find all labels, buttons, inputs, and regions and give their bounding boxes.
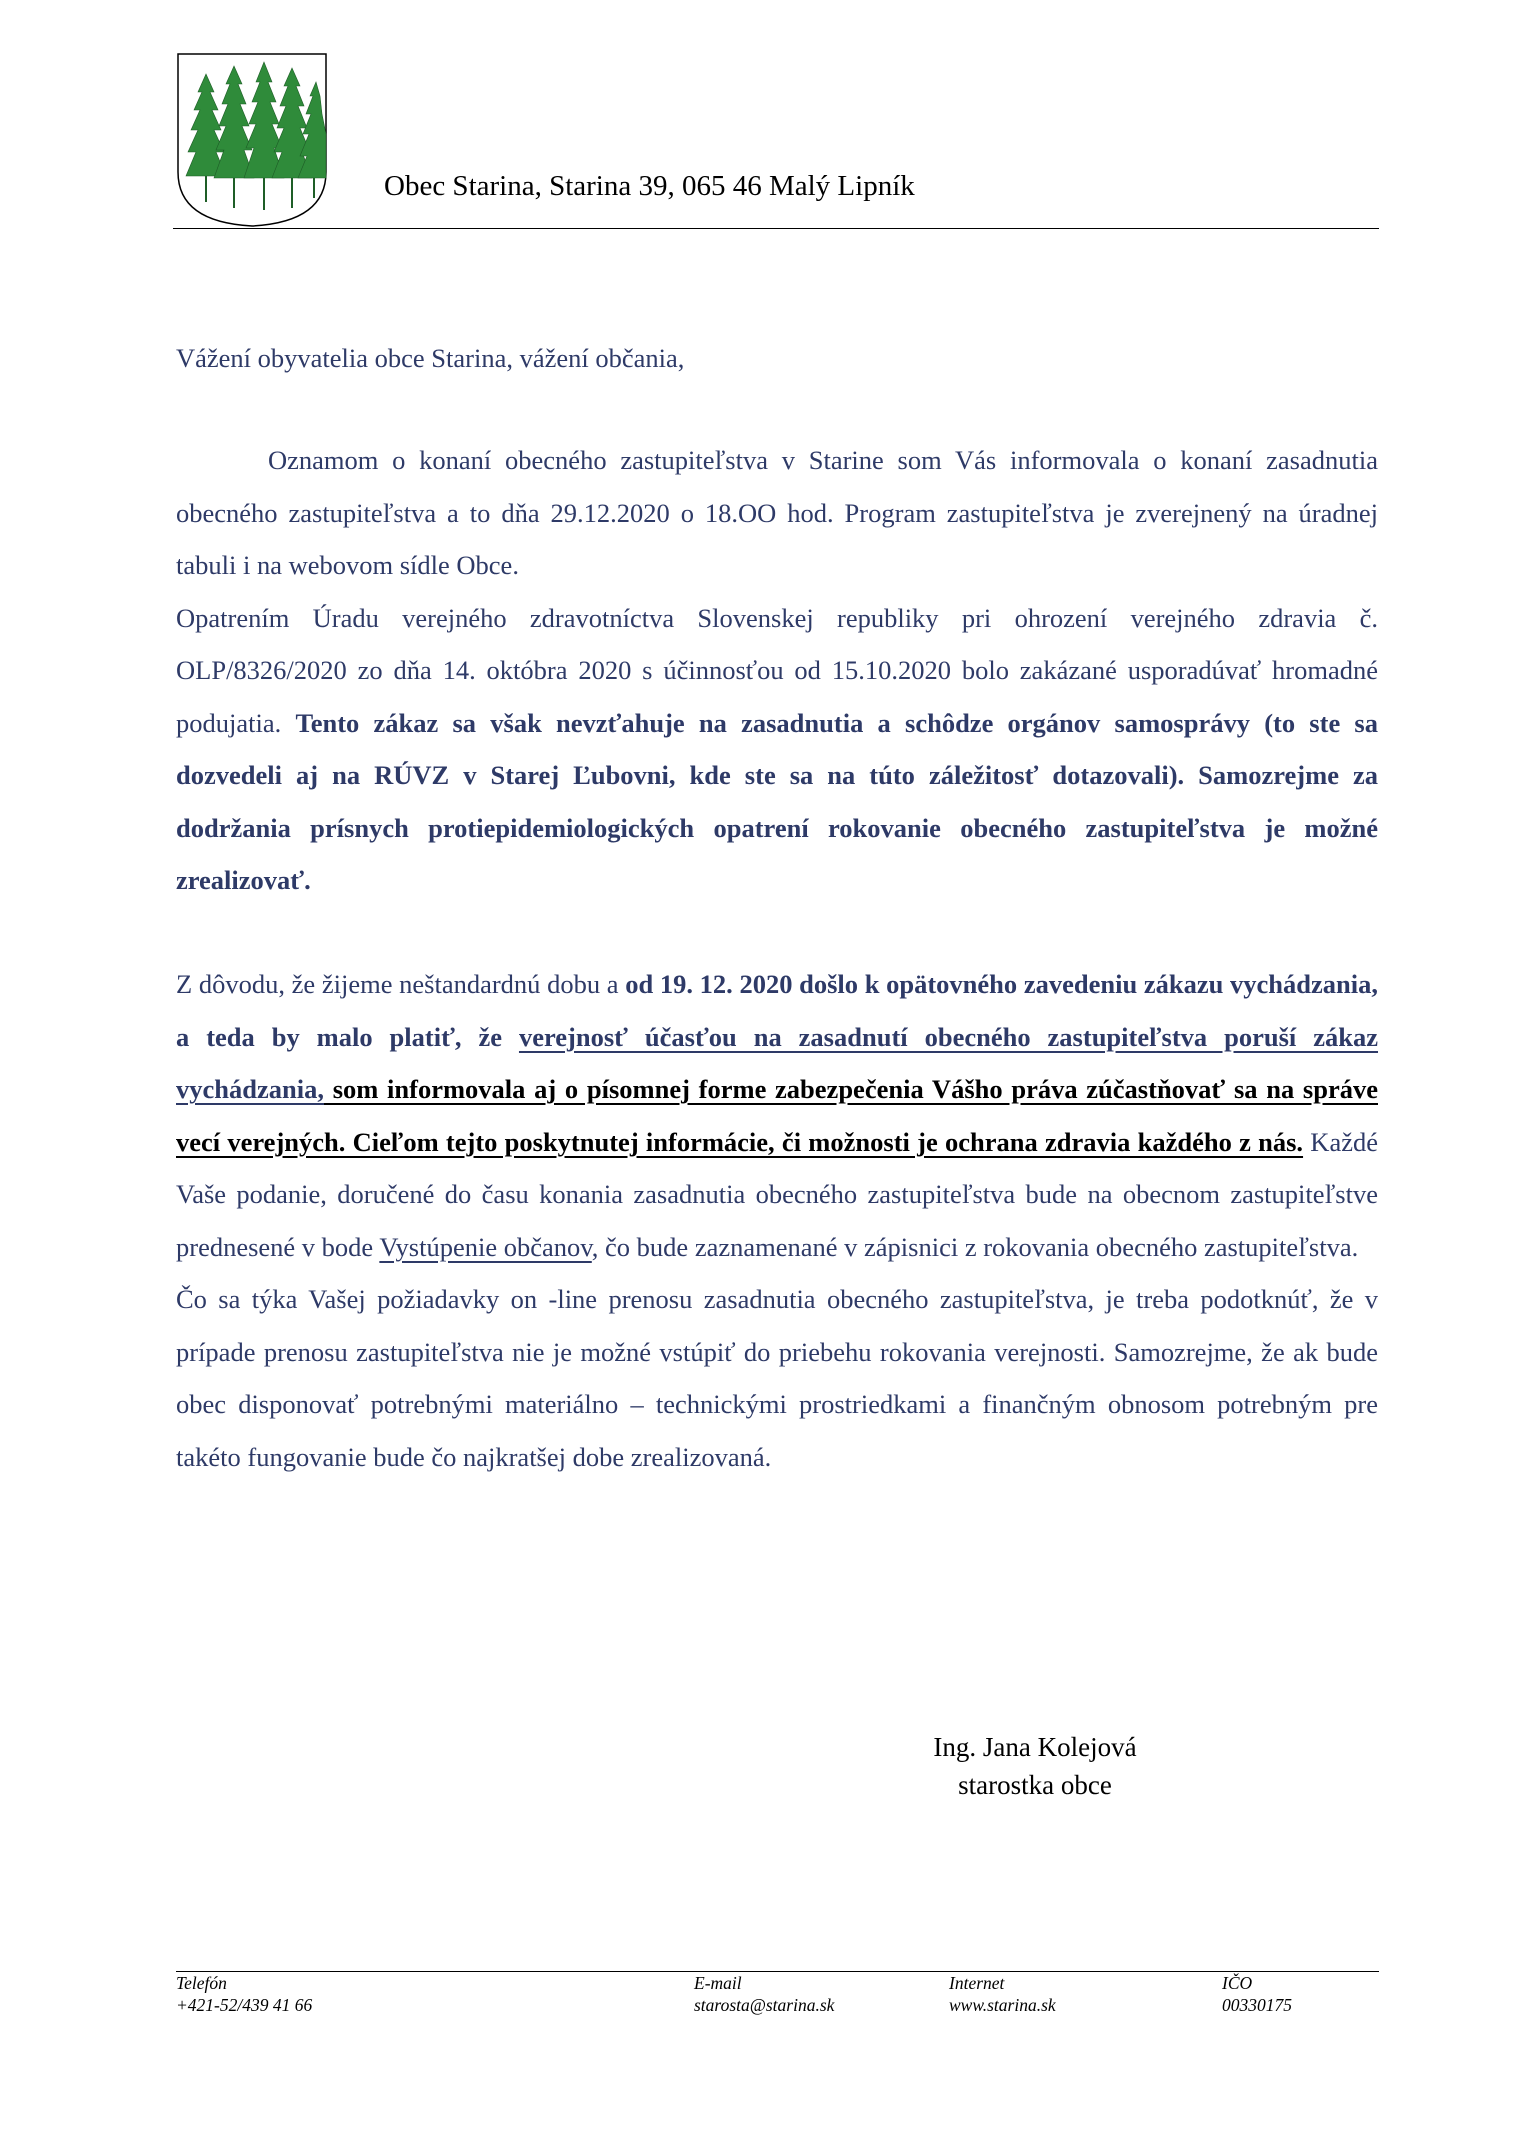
salutation-text: Vážení obyvatelia obce Starina, vážení občania,: [176, 343, 685, 373]
agenda-item-underlined: Vystúpenie občanov: [379, 1231, 592, 1262]
ico-value: 00330175: [1222, 1995, 1292, 2015]
submission-text: Každé Vaše podanie, doručené do času konania zasadnutia obecného zastupiteľstva bude na obecnom zastupiteľstve prednesené v bode: [176, 1126, 1378, 1262]
paragraph-meeting-notice: [176, 434, 1378, 907]
paragraph-online-stream: Čo sa týka Vašej požiadavky on -line prenosu zasadnutia obecného zastupiteľstva, je treba podotknúť, že v prípade prenosu zastupiteľstva nie je možné vstúpiť do priebehu rokovania verejnosti. Samozrejme, že ak bude obec disponovať potrebnými materiálno – technickými prostriedkami a finančným obnosom potrebným pre takéto fungovanie bude čo najkratšej dobe zrealizovaná.: [176, 1284, 1378, 1472]
curfew-intro-text: Z dôvodu, že žijeme neštandardnú dobu a: [176, 969, 626, 999]
signatory-title: starostka obce: [958, 1770, 1112, 1800]
written-form-underlined-text: som informovala aj o písomnej forme zabezpečenia Vášho práva zúčastňovať sa na správe vecí verejných. Cieľom tejto poskytnutej informácie, či možnosti je ochrana zdravia každého z nás.: [176, 1074, 1378, 1157]
organization-address: Obec Starina, Starina 39, 065 46 Malý Lipník: [384, 170, 915, 202]
paragraph-meeting-date: Oznamom o konaní obecného zastupiteľstva v Starine som Vás informovala o konaní zasadnutia obecného zastupiteľstva a to dňa 29.12.2020 o 18.OO hod. Program zastupiteľstva je zverejnený na úradnej tabuli i na webovom sídle Obce.: [176, 445, 1378, 580]
ico-label: IČO: [1222, 1973, 1253, 1993]
salutation: [176, 332, 1378, 385]
minutes-text: , čo bude zaznamenané v zápisnici z rokovania obecného zastupiteľstva.: [591, 1231, 1359, 1262]
covid-measure-text: Opatrením Úradu verejného zdravotníctva Slovenskej republiky pri ohrození verejného zdravia č. OLP/8326/2020 zo dňa 14. októbra 2020 s účinnosťou od 15.10.2020 bolo zakázané usporadúvať hromadné podujatia.: [176, 602, 1378, 738]
footer-phone: [176, 1972, 312, 2016]
signature-block: [900, 1728, 1170, 1804]
footer-ico: [1222, 1972, 1292, 2016]
web-value: www.starina.sk: [949, 1995, 1056, 2015]
exemption-bold-text: Tento zákaz sa však nevzťahuje na zasadnutia a schôdze orgánov samosprávy (to ste sa dozvedeli aj na RÚVZ v Starej Ľubovni, kde ste sa na túto záležitosť dotazovali). Samozrejme za dodržania prísnych protiepidemiologických opatrení rokovanie obecného zastupiteľstva je možné zrealizovať.: [176, 707, 1378, 895]
curfew-bold-text: od 19. 12. 2020 došlo k opätovného zavedeniu zákazu vychádzania, a teda by malo platiť, že: [176, 969, 1379, 1052]
footer-email: [694, 1972, 834, 2016]
curfew-underlined-text: verejnosť účasťou na zasadnutí obecného zastupiteľstva poruší zákaz vychádzania,: [176, 1021, 1379, 1104]
phone-label: Telefón: [176, 1973, 227, 1993]
email-value: starosta@starina.sk: [694, 1995, 835, 2015]
header-divider: [173, 228, 1379, 229]
signatory-name: Ing. Jana Kolejová: [933, 1732, 1137, 1762]
footer-web: [949, 1972, 1056, 2016]
email-label: E-mail: [694, 1973, 742, 1993]
paragraph-covid-measure: [176, 592, 1378, 907]
paragraph-curfew: [176, 958, 1378, 1273]
paragraph-curfew-info: [176, 958, 1378, 1483]
phone-value: +421-52/439 41 66: [176, 1995, 313, 2015]
municipal-crest-icon: [176, 52, 328, 228]
web-label: Internet: [949, 1973, 1005, 1993]
